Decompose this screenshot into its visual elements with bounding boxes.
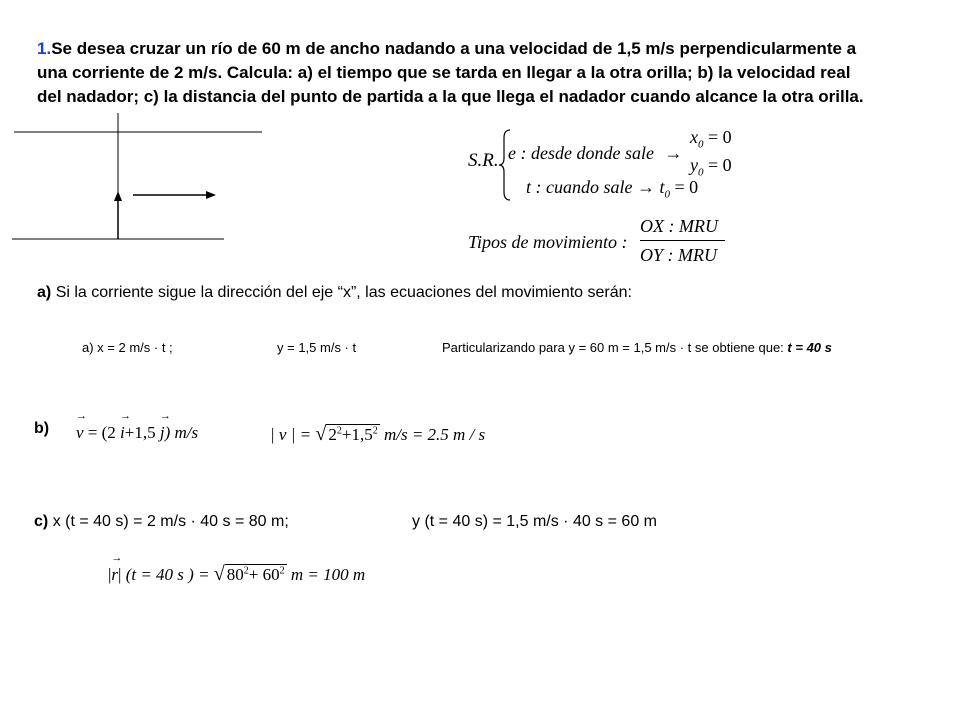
sr-brace [498,128,512,202]
v-unit: ) m/s [164,423,199,442]
problem-line-3: del nadador; c) la distancia del punto de partida a la que llega el nadador cuando alcance la otra orilla. [37,87,864,106]
sr-x0-sub: 0 [698,138,704,151]
sr-time-arrow: → [636,177,655,197]
sr-x0-var: x [690,127,698,147]
r-sqrt-b: + 60 [248,565,280,584]
v-sqrt-b-exp: 2 [372,425,378,437]
part-b-label: b) [34,420,50,437]
sr-origin-text: e : desde donde sale [508,143,654,163]
part-b-modulus [270,423,485,446]
r-sqrt-b-exp: 2 [279,565,285,577]
sr-t0-sub: 0 [664,188,670,201]
sr-label: S.R. [468,150,499,171]
sr-y0-var: y [690,155,698,175]
sr-origin-arrow: → [664,143,683,163]
part-a-result: t = 40 s [787,340,832,355]
v-vector-symbol: → v [76,423,84,443]
v-modulus-result: m/s = 2.5 m / s [383,425,486,444]
movement-types-label: Tipos de movimiento : [468,232,628,252]
j-unit-vector: → j [160,423,165,443]
r-sqrt-content [225,564,287,584]
part-c-y-text: y (t = 40 s) = 1,5 m/s · 40 s = 60 m [412,513,657,530]
part-a-eq-y: y = 1,5 m/s · t [277,340,357,355]
movement-oy: OY : MRU [640,245,717,265]
sr-time-text: t : cuando sale [526,177,633,197]
problem-line-1: Se desea cruzar un río de 60 m de ancho nadando a una velocidad de 1,5 m/s perpendicularmente a [51,39,857,58]
problem-statement [37,37,937,109]
sr-y0-sub: 0 [698,166,704,179]
r-lhs: (t = 40 s ) = [125,565,210,584]
part-a-intro [37,284,632,302]
sqrt-icon-2: √ [213,563,225,585]
part-a-particular-text: Particularizando para y = 60 m = 1,5 m/s · t se obtiene que: [442,340,784,355]
part-a-eq-x: a) x = 2 m/s · t ; [82,340,173,355]
problem-line-2: una corriente de 2 m/s. Calcula: a) el tiempo que se tarda en llegar a la otra orilla; b) la velocidad real [37,63,851,82]
sr-y0-value: = 0 [708,155,732,175]
sr-y0 [690,155,732,179]
v-sqrt-a: 2 [328,425,337,444]
v-sqrt-a-exp: 2 [336,425,342,437]
sqrt-icon: √ [315,423,327,445]
v-sqrt-b: +1,5 [341,425,373,444]
sr-t0-value: = 0 [674,177,699,197]
part-c-displacement [108,563,365,586]
v-plus: +1,5 [124,423,156,442]
movement-divider [640,240,725,241]
current-arrowhead [206,191,216,199]
sr-time-row [526,177,698,201]
r-result-unit: m [352,565,366,584]
r-vector-symbol: → r [111,565,118,585]
sr-t0-var: t [659,177,665,197]
r-sqrt-a: 80 [226,565,244,584]
v-eq: = (2 [87,423,116,442]
r-abs-close: | [118,565,122,584]
problem-number: 1. [37,39,52,58]
part-a-particular [442,340,832,355]
part-a-text: Si la corriente sigue la dirección del eje “x”, las ecuaciones del movimiento serán: [55,284,632,301]
sr-x0-value: = 0 [708,127,732,147]
r-result: m = 100 [290,565,349,584]
r-sqrt-a-exp: 2 [243,565,249,577]
part-c-label: c) [34,513,49,530]
movement-ox: OX : MRU [640,216,718,236]
swimmer-arrowhead [114,191,122,201]
part-c-x-text: x (t = 40 s) = 2 m/s · 40 s = 80 m; [52,513,289,530]
r-abs-open: | [108,565,112,584]
i-unit-vector: → i [120,423,125,443]
v-sqrt-content [326,424,379,444]
sr-x0 [690,127,732,151]
part-c-x-row [34,513,289,531]
part-a-label: a) [37,284,52,301]
river-diagram [0,105,280,250]
sr-origin-row [508,143,682,164]
v-modulus-lhs: | v | = [270,425,312,444]
part-b-velocity-vector [76,423,198,443]
